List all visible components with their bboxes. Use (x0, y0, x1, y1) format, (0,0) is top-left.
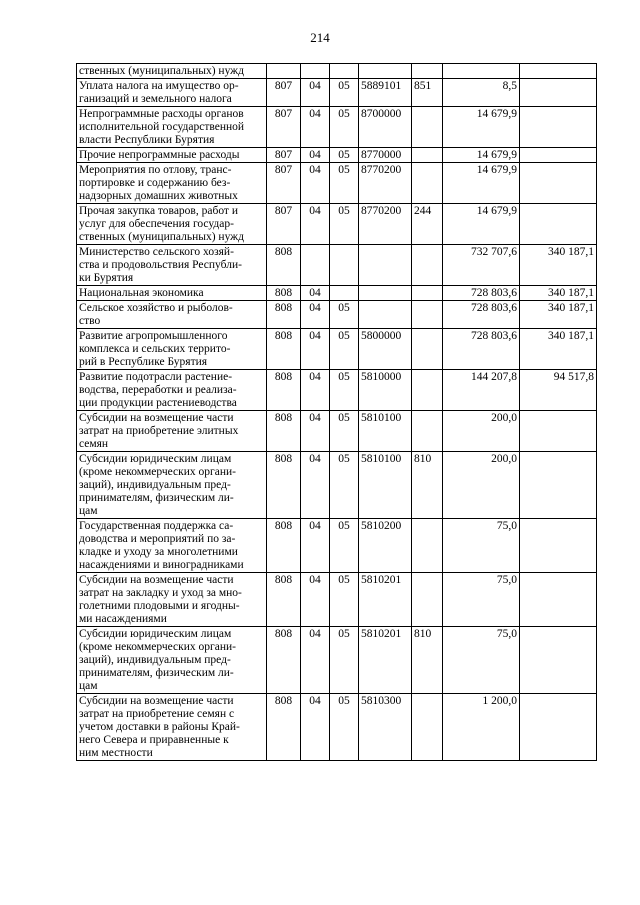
row-name-cell: Прочие непрограммные расходы (77, 148, 267, 163)
ministry-code-cell: 808 (267, 329, 301, 370)
target-article-cell: 8770000 (359, 148, 412, 163)
ministry-code-cell (267, 64, 301, 79)
row-name-cell: Сельское хозяйство и рыболов- ство (77, 301, 267, 329)
ministry-code-cell: 808 (267, 245, 301, 286)
amount-federal-cell (520, 163, 597, 204)
amount-cell: 14 679,9 (443, 163, 520, 204)
row-name-cell: ственных (муниципальных) нужд (77, 64, 267, 79)
amount-federal-cell (520, 627, 597, 694)
expense-type-cell: 810 (412, 452, 443, 519)
expense-type-cell (412, 301, 443, 329)
table-row (77, 64, 597, 79)
row-name-cell: Государственная поддержка са- доводства и мероприятий по за- кладке и уходу за многолетними насаждениями и виноградниками (77, 519, 267, 573)
amount-federal-cell (520, 411, 597, 452)
expense-type-cell (412, 245, 443, 286)
amount-cell (443, 64, 520, 79)
section-code-cell: 04 (301, 411, 330, 452)
subsection-code-cell: 05 (330, 107, 359, 148)
amount-federal-cell: 340 187,1 (520, 301, 597, 329)
subsection-code-cell: 05 (330, 148, 359, 163)
amount-federal-cell (520, 204, 597, 245)
expense-type-cell: 244 (412, 204, 443, 245)
section-code-cell: 04 (301, 107, 330, 148)
target-article-cell (359, 245, 412, 286)
expense-type-cell: 810 (412, 627, 443, 694)
row-name-cell: Развитие агропромышленного комплекса и сельских террито- рий в Республике Бурятия (77, 329, 267, 370)
target-article-cell: 5800000 (359, 329, 412, 370)
subsection-code-cell (330, 286, 359, 301)
row-name-cell: Мероприятия по отлову, транс- портировке и содержанию без- надзорных домашних животных (77, 163, 267, 204)
expense-type-cell (412, 573, 443, 627)
ministry-code-cell: 807 (267, 79, 301, 107)
amount-cell: 728 803,6 (443, 329, 520, 370)
section-code-cell: 04 (301, 370, 330, 411)
row-name-cell: Субсидии юридическим лицам (кроме некоммерческих органи- заций), индивидуальным пред- принимателям, физическим ли- цам (77, 627, 267, 694)
ministry-code-cell: 807 (267, 204, 301, 245)
section-code-cell: 04 (301, 286, 330, 301)
table-row (77, 452, 597, 519)
expense-type-cell (412, 107, 443, 148)
amount-cell: 728 803,6 (443, 301, 520, 329)
expense-type-cell: 851 (412, 79, 443, 107)
table-row (77, 627, 597, 694)
table-row (77, 370, 597, 411)
target-article-cell (359, 301, 412, 329)
subsection-code-cell: 05 (330, 79, 359, 107)
expense-type-cell (412, 370, 443, 411)
row-name-cell: Развитие подотрасли растение- водства, переработки и реализа- ции продукции растениеводства (77, 370, 267, 411)
section-code-cell (301, 245, 330, 286)
ministry-code-cell: 808 (267, 286, 301, 301)
amount-federal-cell: 340 187,1 (520, 245, 597, 286)
table-row (77, 204, 597, 245)
target-article-cell: 5810200 (359, 519, 412, 573)
target-article-cell (359, 286, 412, 301)
expense-type-cell (412, 519, 443, 573)
table-row (77, 573, 597, 627)
amount-cell: 75,0 (443, 627, 520, 694)
section-code-cell: 04 (301, 79, 330, 107)
row-name-cell: Субсидии юридическим лицам (кроме некоммерческих органи- заций), индивидуальным пред- принимателям, физическим ли- цам (77, 452, 267, 519)
expense-type-cell (412, 694, 443, 761)
amount-cell: 14 679,9 (443, 204, 520, 245)
target-article-cell: 8770200 (359, 204, 412, 245)
expense-type-cell (412, 329, 443, 370)
ministry-code-cell: 808 (267, 301, 301, 329)
section-code-cell (301, 64, 330, 79)
amount-cell: 14 679,9 (443, 107, 520, 148)
subsection-code-cell: 05 (330, 411, 359, 452)
subsection-code-cell: 05 (330, 204, 359, 245)
amount-federal-cell (520, 79, 597, 107)
expense-type-cell (412, 148, 443, 163)
amount-cell: 1 200,0 (443, 694, 520, 761)
amount-federal-cell (520, 519, 597, 573)
table-row (77, 148, 597, 163)
row-name-cell: Министерство сельского хозяй- ства и продовольствия Республи- ки Бурятия (77, 245, 267, 286)
expense-type-cell (412, 411, 443, 452)
amount-federal-cell: 340 187,1 (520, 286, 597, 301)
amount-federal-cell (520, 64, 597, 79)
amount-federal-cell: 94 517,8 (520, 370, 597, 411)
amount-cell: 144 207,8 (443, 370, 520, 411)
amount-federal-cell: 340 187,1 (520, 329, 597, 370)
row-name-cell: Непрограммные расходы органов исполнительной государственной власти Республики Бурятия (77, 107, 267, 148)
row-name-cell: Национальная экономика (77, 286, 267, 301)
ministry-code-cell: 808 (267, 694, 301, 761)
subsection-code-cell: 05 (330, 573, 359, 627)
ministry-code-cell: 807 (267, 163, 301, 204)
ministry-code-cell: 808 (267, 627, 301, 694)
target-article-cell: 5810201 (359, 627, 412, 694)
target-article-cell (359, 64, 412, 79)
table-row (77, 329, 597, 370)
budget-table (76, 63, 597, 761)
amount-federal-cell (520, 452, 597, 519)
target-article-cell: 5810201 (359, 573, 412, 627)
amount-federal-cell (520, 694, 597, 761)
expense-type-cell (412, 286, 443, 301)
section-code-cell: 04 (301, 163, 330, 204)
target-article-cell: 8770200 (359, 163, 412, 204)
subsection-code-cell: 05 (330, 694, 359, 761)
subsection-code-cell: 05 (330, 329, 359, 370)
target-article-cell: 5889101 (359, 79, 412, 107)
amount-federal-cell (520, 148, 597, 163)
section-code-cell: 04 (301, 573, 330, 627)
ministry-code-cell: 808 (267, 452, 301, 519)
table-row (77, 301, 597, 329)
target-article-cell: 5810100 (359, 452, 412, 519)
amount-federal-cell (520, 107, 597, 148)
amount-cell: 200,0 (443, 452, 520, 519)
amount-cell: 14 679,9 (443, 148, 520, 163)
section-code-cell: 04 (301, 148, 330, 163)
table-row (77, 694, 597, 761)
page-number: 214 (310, 30, 330, 45)
section-code-cell: 04 (301, 329, 330, 370)
subsection-code-cell: 05 (330, 370, 359, 411)
table-row (77, 107, 597, 148)
amount-cell: 75,0 (443, 573, 520, 627)
subsection-code-cell: 05 (330, 627, 359, 694)
table-row (77, 519, 597, 573)
section-code-cell: 04 (301, 519, 330, 573)
budget-table-body (77, 64, 597, 761)
ministry-code-cell: 808 (267, 573, 301, 627)
amount-cell: 75,0 (443, 519, 520, 573)
expense-type-cell (412, 64, 443, 79)
ministry-code-cell: 808 (267, 519, 301, 573)
ministry-code-cell: 807 (267, 107, 301, 148)
target-article-cell: 5810000 (359, 370, 412, 411)
target-article-cell: 5810300 (359, 694, 412, 761)
table-row (77, 286, 597, 301)
section-code-cell: 04 (301, 694, 330, 761)
amount-cell: 732 707,6 (443, 245, 520, 286)
ministry-code-cell: 808 (267, 411, 301, 452)
subsection-code-cell: 05 (330, 301, 359, 329)
subsection-code-cell: 05 (330, 452, 359, 519)
amount-cell: 728 803,6 (443, 286, 520, 301)
amount-federal-cell (520, 573, 597, 627)
section-code-cell: 04 (301, 301, 330, 329)
subsection-code-cell: 05 (330, 163, 359, 204)
expense-type-cell (412, 163, 443, 204)
section-code-cell: 04 (301, 452, 330, 519)
amount-cell: 8,5 (443, 79, 520, 107)
row-name-cell: Уплата налога на имущество ор- ганизаций и земельного налога (77, 79, 267, 107)
table-row (77, 163, 597, 204)
amount-cell: 200,0 (443, 411, 520, 452)
section-code-cell: 04 (301, 204, 330, 245)
row-name-cell: Субсидии на возмещение части затрат на приобретение семян с учетом доставки в районы Край- него Севера и приравненные к ним местности (77, 694, 267, 761)
table-row (77, 79, 597, 107)
table-row (77, 245, 597, 286)
subsection-code-cell: 05 (330, 519, 359, 573)
row-name-cell: Субсидии на возмещение части затрат на приобретение элитных семян (77, 411, 267, 452)
section-code-cell: 04 (301, 627, 330, 694)
table-row (77, 411, 597, 452)
subsection-code-cell (330, 245, 359, 286)
ministry-code-cell: 808 (267, 370, 301, 411)
row-name-cell: Субсидии на возмещение части затрат на закладку и уход за мно- голетними плодовыми и ягодны- ми насаждениями (77, 573, 267, 627)
target-article-cell: 8700000 (359, 107, 412, 148)
target-article-cell: 5810100 (359, 411, 412, 452)
row-name-cell: Прочая закупка товаров, работ и услуг для обеспечения государ- ственных (муниципальных) нужд (77, 204, 267, 245)
ministry-code-cell: 807 (267, 148, 301, 163)
subsection-code-cell (330, 64, 359, 79)
